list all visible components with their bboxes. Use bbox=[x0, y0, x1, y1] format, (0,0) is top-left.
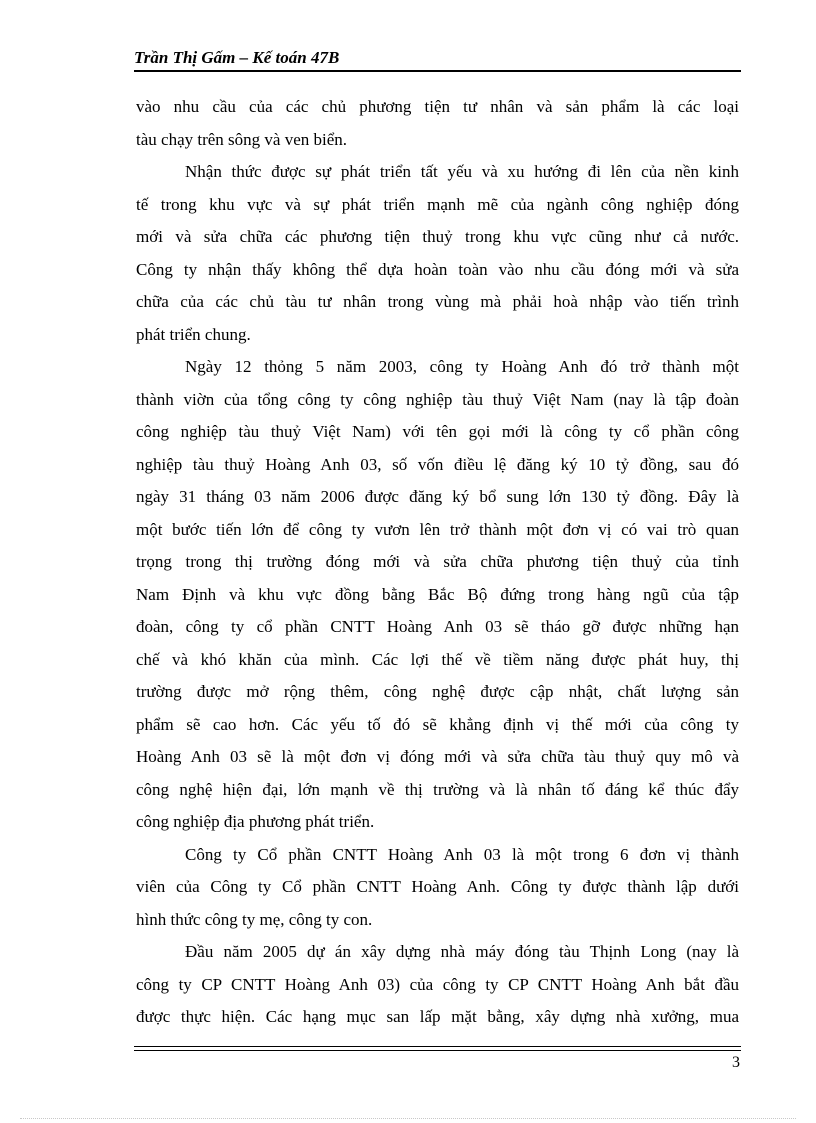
page-edge-divider bbox=[20, 1118, 796, 1119]
body-line: vào nhu cầu của các chủ phương tiện tư nhân và sản phẩm là các loại bbox=[136, 97, 739, 116]
body-line: công ty CP CNTT Hoàng Anh 03) của công ty CP CNTT Hoàng Anh bắt đầu bbox=[136, 974, 739, 994]
header-rule bbox=[134, 70, 741, 72]
page-number: 3 bbox=[732, 1054, 740, 1071]
body-line: một bước tiến lớn để công ty vươn lên trở thành một đơn vị có vai trò quan bbox=[136, 519, 739, 539]
body-line: Nam Định và khu vực đồng bằng Bắc Bộ đứng trong hàng ngũ của tập bbox=[136, 584, 739, 604]
body-line: Công ty Cổ phần CNTT Hoàng Anh 03 là một trong 6 đơn vị thành bbox=[185, 844, 739, 864]
body-line: Công ty nhận thấy không thể dựa hoàn toàn vào nhu cầu đóng mới và sửa bbox=[136, 259, 739, 279]
footer-rule-top bbox=[134, 1046, 741, 1047]
footer-rule-bottom bbox=[134, 1050, 741, 1051]
body-line: phẩm sẽ cao hơn. Các yếu tố đó sẽ khẳng định vị thế mới của công ty bbox=[136, 714, 739, 734]
body-line: Đầu năm 2005 dự án xây dựng nhà máy đóng tàu Thịnh Long (nay là bbox=[185, 942, 739, 961]
body-line: chữa của các chủ tàu tư nhân trong vùng mà phải hoà nhập vào tiến trình bbox=[136, 292, 739, 311]
body-line: tàu chạy trên sông và ven biển. bbox=[136, 129, 348, 149]
header-title: Trần Thị Gấm – Kế toán 47B bbox=[134, 48, 340, 67]
body-line: nghiệp tàu thuỷ Hoàng Anh 03, số vốn điều lệ đăng ký 10 tỷ đồng, sau đó bbox=[136, 454, 739, 474]
body-line: mới và sửa chữa các phương tiện thuỷ trong khu vực cũng như cả nước. bbox=[136, 227, 739, 246]
body-line: viên của Công ty Cổ phần CNTT Hoàng Anh. Công ty được thành lập dưới bbox=[136, 877, 739, 896]
body-line: Nhận thức được sự phát triển tất yếu và xu hướng đi lên của nền kinh bbox=[185, 162, 739, 181]
body-line: Ngày 12 thỏng 5 năm 2003, công ty Hoàng Anh đó trở thành một bbox=[185, 357, 739, 376]
body-line: trường được mở rộng thêm, công nghệ được cập nhật, chất lượng sản bbox=[136, 682, 739, 701]
body-line: đoàn, công ty cổ phần CNTT Hoàng Anh 03 sẽ tháo gỡ được những hạn bbox=[136, 617, 739, 636]
body-line: công nghệ hiện đại, lớn mạnh về thị trường và là nhân tố đáng kể thúc đẩy bbox=[136, 779, 739, 799]
body-line: công nghiệp địa phương phát triển. bbox=[136, 812, 375, 831]
body-line: ngày 31 tháng 03 năm 2006 được đăng ký bổ sung lớn 130 tỷ đồng. Đây là bbox=[136, 487, 739, 506]
body-line: tế trong khu vực và sự phát triển mạnh mẽ của ngành công nghiệp đóng bbox=[136, 194, 739, 214]
body-line: trọng trong thị trường đóng mới và sửa chữa phương tiện thuỷ của tỉnh bbox=[136, 552, 739, 571]
body-line: chế và khó khăn của mình. Các lợi thế về tiềm năng được phát huy, thị bbox=[136, 649, 739, 669]
body-line: Hoàng Anh 03 sẽ là một đơn vị đóng mới và sửa chữa tàu thuỷ quy mô và bbox=[136, 747, 739, 766]
body-line: được thực hiện. Các hạng mục san lấp mặt bằng, xây dựng nhà xưởng, mua bbox=[136, 1007, 739, 1026]
body-line: công nghiệp tàu thuỷ Việt Nam) với tên gọi mới là công ty cổ phần công bbox=[136, 422, 739, 441]
body-line: phát triển chung. bbox=[136, 324, 251, 344]
body-line: hình thức công ty mẹ, công ty con. bbox=[136, 909, 373, 929]
body-line: thành viờn của tổng công ty công nghiệp tàu thuỷ Việt Nam (nay là tập đoàn bbox=[136, 389, 739, 409]
